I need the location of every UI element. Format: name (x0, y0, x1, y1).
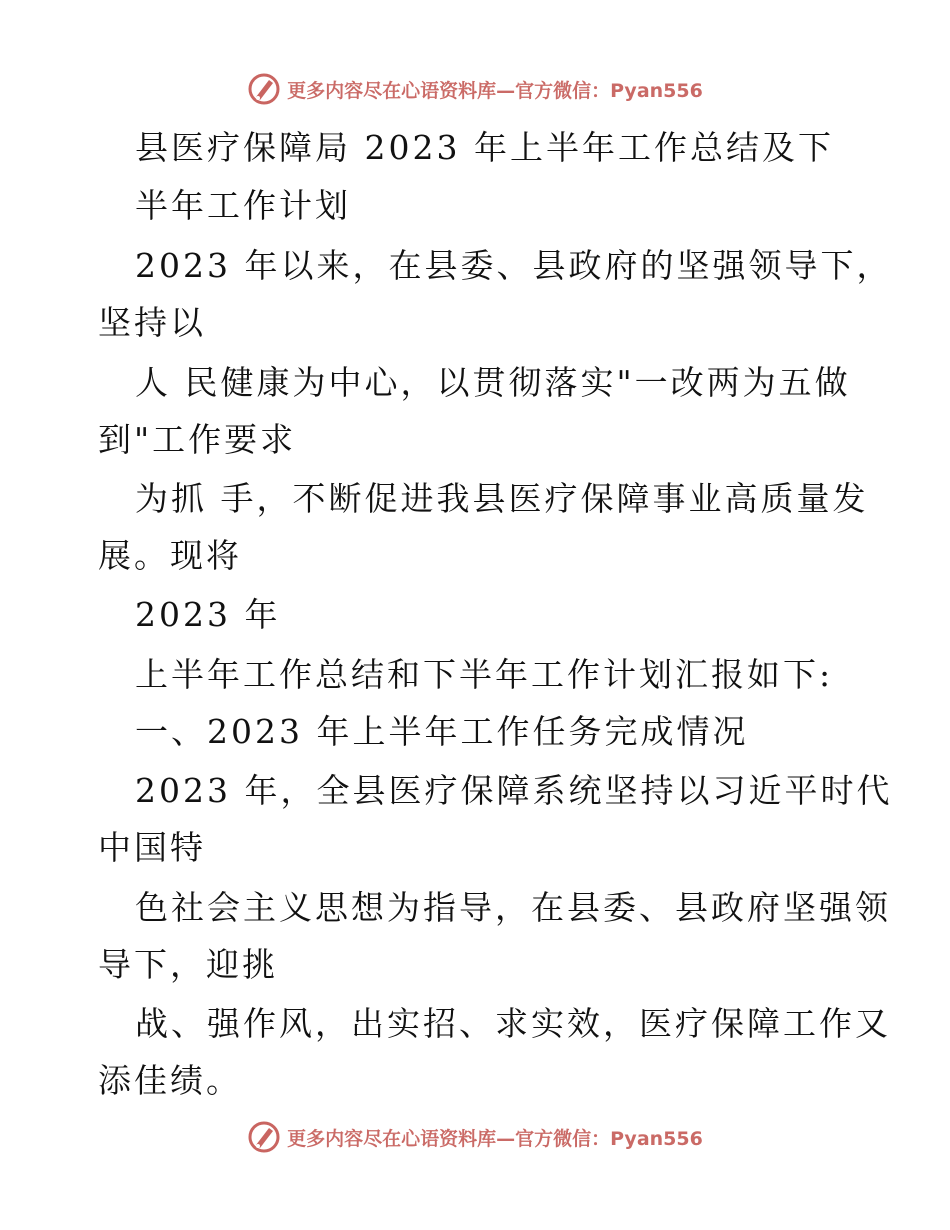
doc-text-line: 展。现将 (98, 536, 242, 575)
watermark-text: 更多内容尽在心语资料库—官方微信：Pyan556 (287, 79, 703, 102)
doc-text-line: 上半年工作总结和下半年工作计划汇报如下: (135, 655, 834, 694)
doc-section-heading: 一、2023 年上半年工作任务完成情况 (135, 712, 749, 751)
doc-text-line: 导下，迎挑 (98, 945, 278, 984)
doc-text-line: 中国特 (98, 828, 206, 867)
doc-text-line: 到"工作要求 (98, 420, 297, 459)
doc-title-line-2: 半年工作计划 (135, 186, 351, 225)
watermark-banner-bottom (0, 1120, 950, 1154)
watermark-banner-top (0, 72, 950, 106)
doc-text-line: 战、强作风，出实招、求实效，医疗保障工作又 (135, 1004, 891, 1043)
doc-text-line: 色社会主义思想为指导，在县委、县政府坚强领 (135, 888, 891, 927)
doc-text-line: 坚持以 (98, 303, 206, 342)
doc-text-line: 2023 年以来，在县委、县政府的坚强领导下， (135, 246, 893, 285)
pen-circle-logo-icon (247, 1120, 281, 1154)
doc-text-line: 为抓 手，不断促进我县医疗保障事业高质量发 (135, 479, 869, 518)
doc-text-line: 人 民健康为中心，以贯彻落实"一改两为五做 (135, 363, 851, 402)
doc-text-line: 2023 年 (135, 595, 281, 634)
watermark-text: 更多内容尽在心语资料库—官方微信：Pyan556 (287, 1127, 703, 1150)
pen-circle-logo-icon (247, 72, 281, 106)
doc-text-line: 添佳绩。 (98, 1061, 242, 1100)
doc-text-line: 2023 年，全县医疗保障系统坚持以习近平时代 (135, 771, 893, 810)
doc-title-line-1: 县医疗保障局 2023 年上半年工作总结及下 (135, 128, 834, 167)
